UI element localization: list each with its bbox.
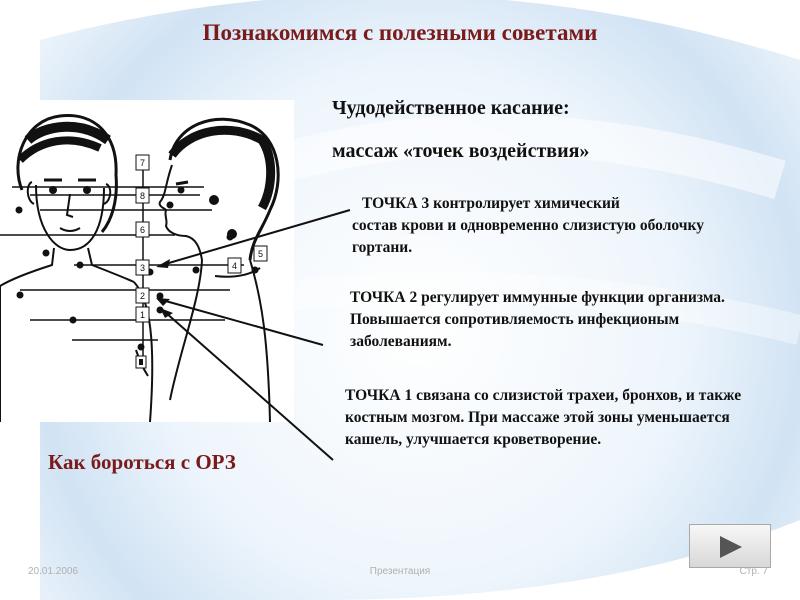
point-label: 4 — [231, 261, 238, 271]
slide-title: Познакомимся с полезными советами — [202, 20, 598, 45]
next-slide-button[interactable] — [689, 524, 771, 568]
point-3-first-line: ТОЧКА 3 контролирует химический — [362, 195, 620, 212]
point-2-description: ТОЧКА 2 регулирует иммунные функции организма. Повышается сопротивляемость инфекционым заболеваниям. — [350, 289, 725, 350]
point-label: 6 — [139, 225, 146, 235]
point-label: 2 — [139, 291, 146, 301]
footer-center: Презентация — [369, 566, 431, 577]
play-arrow-icon — [690, 525, 772, 569]
heading-line-2: массаж «точек воздействия» — [332, 140, 590, 162]
slide-caption: Как бороться с ОРЗ — [48, 450, 236, 474]
point-label: 1 — [139, 310, 146, 320]
point-label: 7 — [139, 158, 146, 168]
footer-date: 20.01.2006 — [28, 566, 79, 577]
point-1-description: ТОЧКА 1 связана со слизистой трахеи, бронхов, и также костным мозгом. При массаже этой зоны уменьшается кашель, улучшается кроветворение. — [345, 387, 742, 448]
point-label: 3 — [139, 263, 146, 273]
point-label: 5 — [257, 249, 264, 259]
point-3-rest: состав крови и одновременно слизистую оболочку гортани. — [352, 217, 704, 256]
footer-page-number: Стр. 7 — [739, 566, 768, 577]
heading-line-1: Чудодейственное касание: — [332, 97, 570, 119]
point-3-description — [352, 193, 732, 259]
point-label: 8 — [139, 191, 146, 201]
